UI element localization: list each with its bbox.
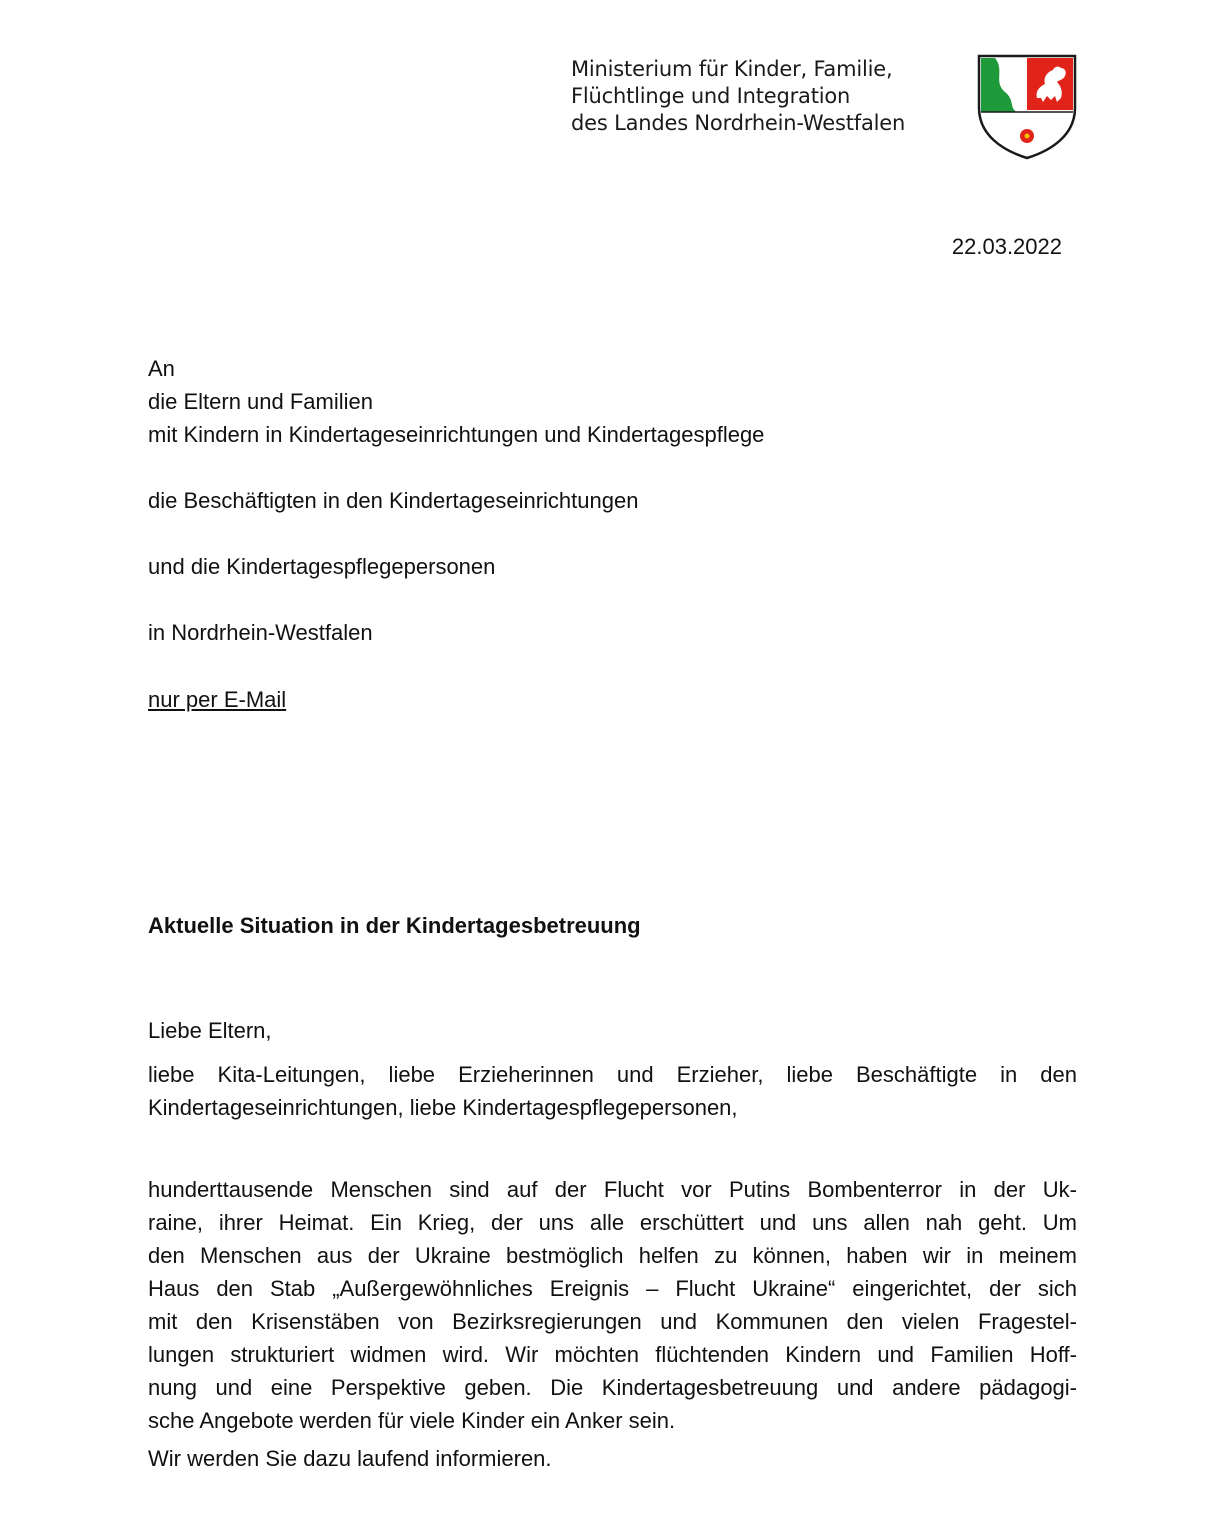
letterhead-line-2: Flüchtlinge und Integration: [571, 84, 851, 108]
recipient-line-2: mit Kindern in Kindertageseinrichtungen und Kindertagespflege: [148, 422, 765, 447]
salutation-line-1: Liebe Eltern,: [148, 1018, 272, 1043]
delivery-note: nur per E-Mail: [148, 687, 287, 712]
recipient-line-1: die Eltern und Familien: [148, 389, 374, 414]
letterhead-line-3: des Landes Nordrhein-Westfalen: [571, 111, 906, 135]
nrw-coat-of-arms-icon: [975, 52, 1079, 160]
body-line: den Menschen aus der Ukraine bestmöglich helfen zu können, haben wir in meinem: [148, 1243, 1077, 1268]
ministry-letterhead: [571, 56, 971, 137]
recipient-line-4: und die Kindertagespflegepersonen: [148, 554, 496, 579]
letter-date: 22.03.2022: [951, 234, 1062, 259]
closing-line: Wir werden Sie dazu laufend informieren.: [148, 1446, 552, 1471]
salutation-line-2b: Kindertageseinrichtungen, liebe Kindertagespflegepersonen,: [148, 1095, 738, 1120]
recipient-an: An: [148, 356, 175, 381]
body-line: sche Angebote werden für viele Kinder ein Anker sein.: [148, 1408, 676, 1433]
body-line: lungen strukturiert widmen wird. Wir möchten flüchtenden Kindern und Familien Hoff-: [148, 1342, 1077, 1367]
body-line: mit den Krisenstäben von Bezirksregierungen und Kommunen den vielen Fragestel-: [148, 1309, 1077, 1334]
body-paragraph: [148, 1173, 1077, 1437]
letterhead-line-1: Ministerium für Kinder, Familie,: [571, 57, 893, 81]
body-line: raine, ihrer Heimat. Ein Krieg, der uns alle erschüttert und uns allen nah geht. Um: [148, 1210, 1077, 1235]
salutation-paragraph: [148, 1058, 1077, 1124]
salutation-line-2a: liebe Kita-Leitungen, liebe Erzieherinnen und Erzieher, liebe Beschäftigte in den: [148, 1062, 1077, 1087]
body-line: hunderttausende Menschen sind auf der Flucht vor Putins Bombenterror in der Uk-: [148, 1177, 1077, 1202]
recipient-line-5: in Nordrhein-Westfalen: [148, 620, 373, 645]
recipient-line-3: die Beschäftigten in den Kindertageseinrichtungen: [148, 488, 639, 513]
body-line: nung und eine Perspektive geben. Die Kindertagesbetreuung und andere pädagogi-: [148, 1375, 1077, 1400]
letter-subject: Aktuelle Situation in der Kindertagesbetreuung: [148, 913, 641, 938]
body-line: Haus den Stab „Außergewöhnliches Ereignis – Flucht Ukraine“ eingerichtet, der sich: [148, 1276, 1077, 1301]
